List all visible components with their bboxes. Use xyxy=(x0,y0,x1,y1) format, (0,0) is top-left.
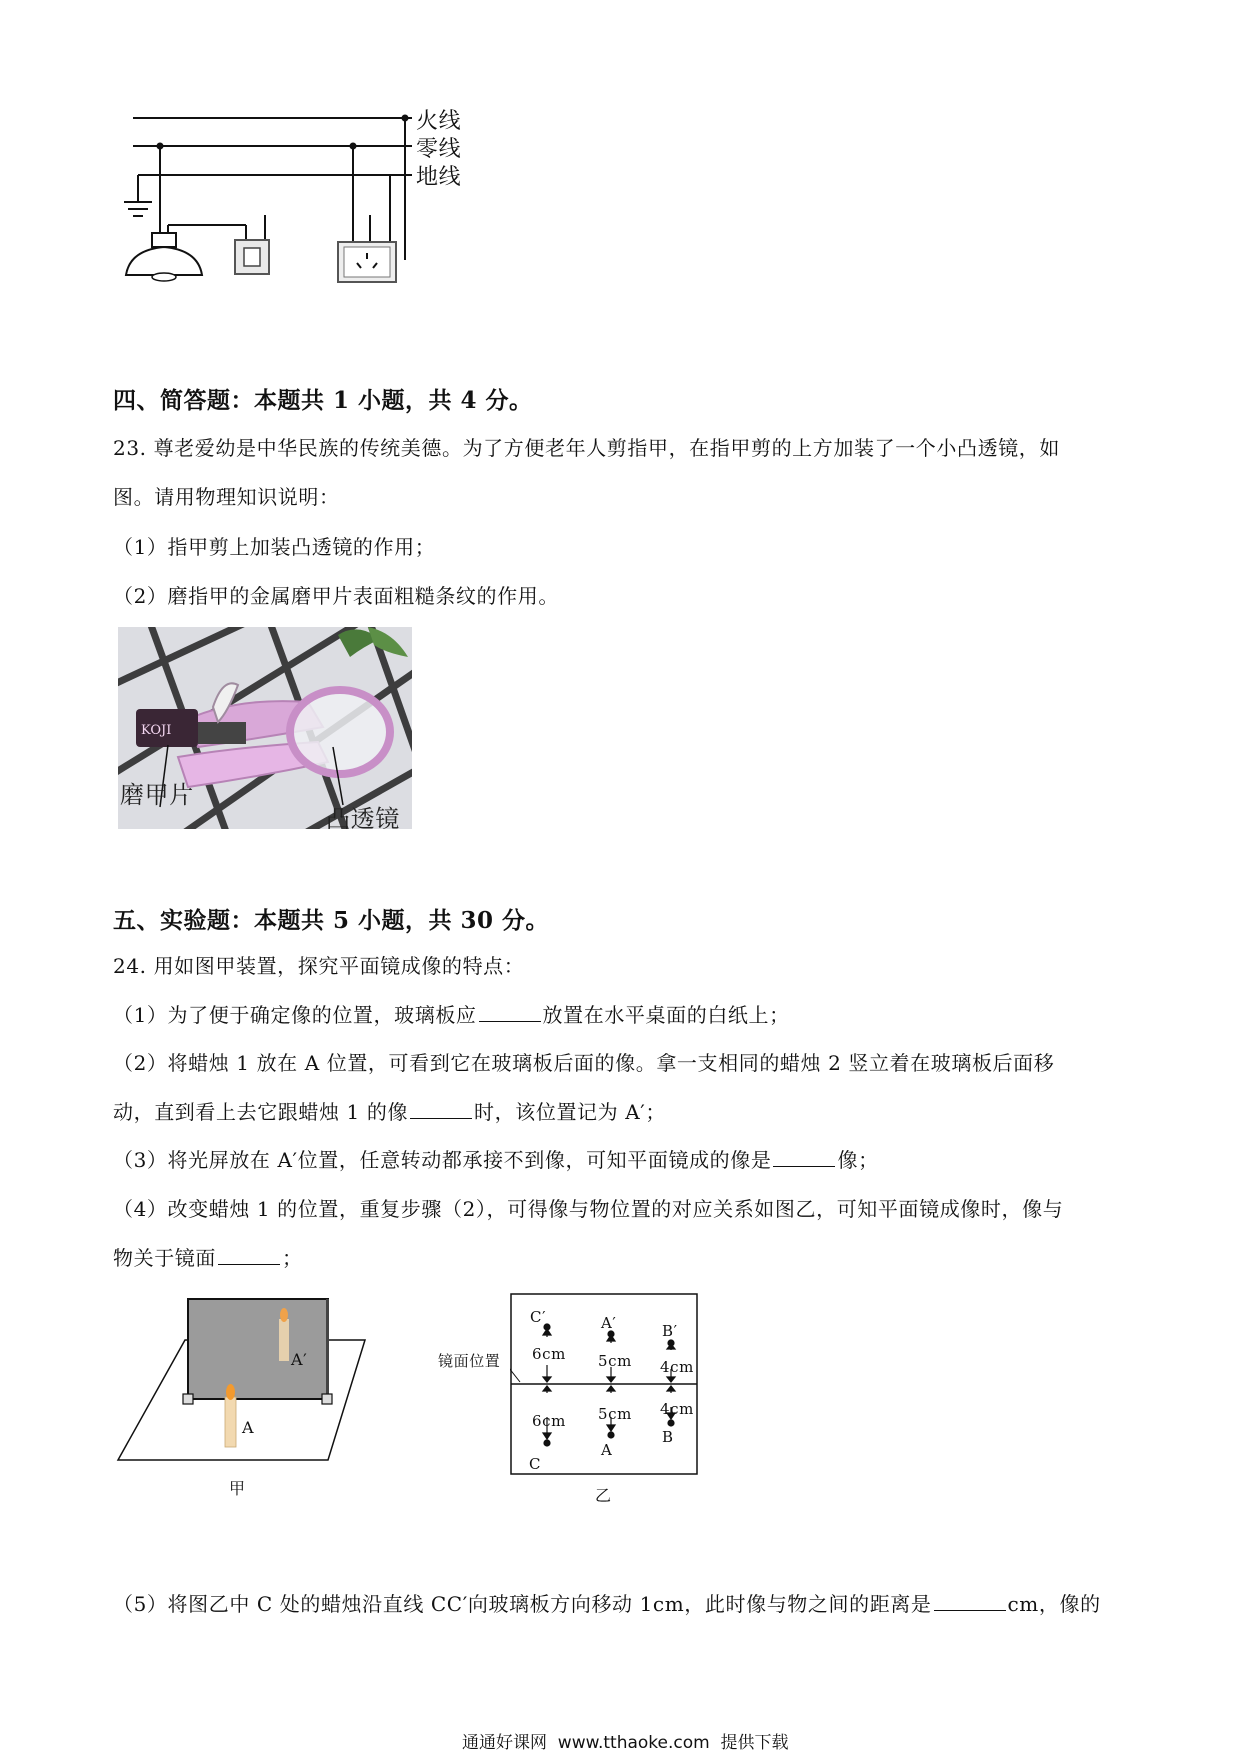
page-footer: 通通好课网 www.tthaoke.com 提供下载 xyxy=(462,1733,789,1753)
household-circuit-diagram xyxy=(110,95,530,320)
answer-blank-4[interactable] xyxy=(218,1246,280,1265)
ground-wire-label: 地线 xyxy=(416,165,462,190)
wall-switch-icon xyxy=(235,240,269,274)
figure-yi-point-b: B xyxy=(662,1428,674,1446)
figure-jia-label-a: A xyxy=(242,1418,255,1437)
q24-item-4-line-2: 物关于镜面 ； xyxy=(113,1246,303,1270)
figure-yi-point-b-prime: B′ xyxy=(662,1322,678,1340)
figure-yi-dist-a-top: 5cm xyxy=(598,1352,632,1370)
figure-yi-point-c-prime: C′ xyxy=(530,1308,547,1326)
figure-yi-dist-b-top: 4cm xyxy=(660,1358,694,1376)
svg-text:KOJI: KOJI xyxy=(141,723,172,738)
figure-yi-dist-b-bottom: 4cm xyxy=(660,1400,694,1418)
figure-jia-caption: 甲 xyxy=(229,1479,246,1498)
q24-item-5: （5）将图乙中 C 处的蜡烛沿直线 CC′向玻璃板方向移动 1cm，此时像与物之间的距离是 cm，像的 xyxy=(113,1592,1101,1616)
figure-yi-point-c: C xyxy=(529,1455,542,1473)
figure-jia-plane-mirror-setup xyxy=(115,1295,375,1465)
answer-blank-2[interactable] xyxy=(410,1100,472,1119)
q24-item-2-line-2: 动，直到看上去它跟蜡烛 1 的像 时，该位置记为 A′； xyxy=(113,1100,666,1124)
live-wire-label: 火线 xyxy=(416,109,462,134)
q23-line-1: 23. 尊老爱幼是中华民族的传统美德。为了方便老年人剪指甲，在指甲剪的上方加装了一个小凸透镜，如 xyxy=(113,436,1060,460)
q24-line-1: 24. 用如图甲装置，探究平面镜成像的特点： xyxy=(113,954,525,978)
figure-yi-caption: 乙 xyxy=(595,1486,612,1505)
section-4-title: 四、简答题：本题共 1 小题，共 4 分。 xyxy=(113,387,533,414)
figure-yi-mirror-label: 镜面位置 xyxy=(438,1352,501,1370)
q24-item-4-line-1: （4）改变蜡烛 1 的位置，重复步骤（2），可得像与物位置的对应关系如图乙，可知平面镜成像时，像与 xyxy=(113,1197,1064,1221)
figure-yi-dist-c-bottom: 6cm xyxy=(532,1412,566,1430)
figure-jia-label-a-prime: A′ xyxy=(291,1350,308,1369)
q24-item-2-line-1: （2）将蜡烛 1 放在 A 位置，可看到它在玻璃板后面的像。拿一支相同的蜡烛 2 竖立着在玻璃板后面移 xyxy=(113,1051,1055,1075)
q24-item-1: （1）为了便于确定像的位置，玻璃板应 放置在水平桌面的白纸上； xyxy=(113,1003,790,1027)
figure-yi-point-a: A xyxy=(601,1441,613,1459)
q23-item-2: （2）磨指甲的金属磨甲片表面粗糙条纹的作用。 xyxy=(113,584,559,608)
q23-line-2: 图。请用物理知识说明： xyxy=(113,485,340,509)
q23-item-1: （1）指甲剪上加装凸透镜的作用； xyxy=(113,535,436,559)
answer-blank-1[interactable] xyxy=(479,1003,541,1022)
power-socket-icon xyxy=(338,242,396,282)
figure-yi-dist-c-top: 6cm xyxy=(532,1345,566,1363)
photo-label-nail-file: 磨甲片 xyxy=(120,781,194,809)
lamp-icon xyxy=(126,233,202,281)
q24-item-3: （3）将光屏放在 A′位置，任意转动都承接不到像，可知平面镜成的像是 像； xyxy=(113,1148,879,1172)
figure-yi-point-a-prime: A′ xyxy=(601,1314,617,1332)
answer-blank-5[interactable] xyxy=(934,1592,1006,1611)
answer-blank-3[interactable] xyxy=(773,1148,835,1167)
photo-label-convex-lens: 凸透镜 xyxy=(326,805,400,829)
section-5-title: 五、实验题：本题共 5 小题，共 30 分。 xyxy=(113,907,550,934)
nail-clipper-photo xyxy=(118,627,412,829)
neutral-wire-label: 零线 xyxy=(416,137,462,162)
figure-yi-dist-a-bottom: 5cm xyxy=(598,1405,632,1423)
